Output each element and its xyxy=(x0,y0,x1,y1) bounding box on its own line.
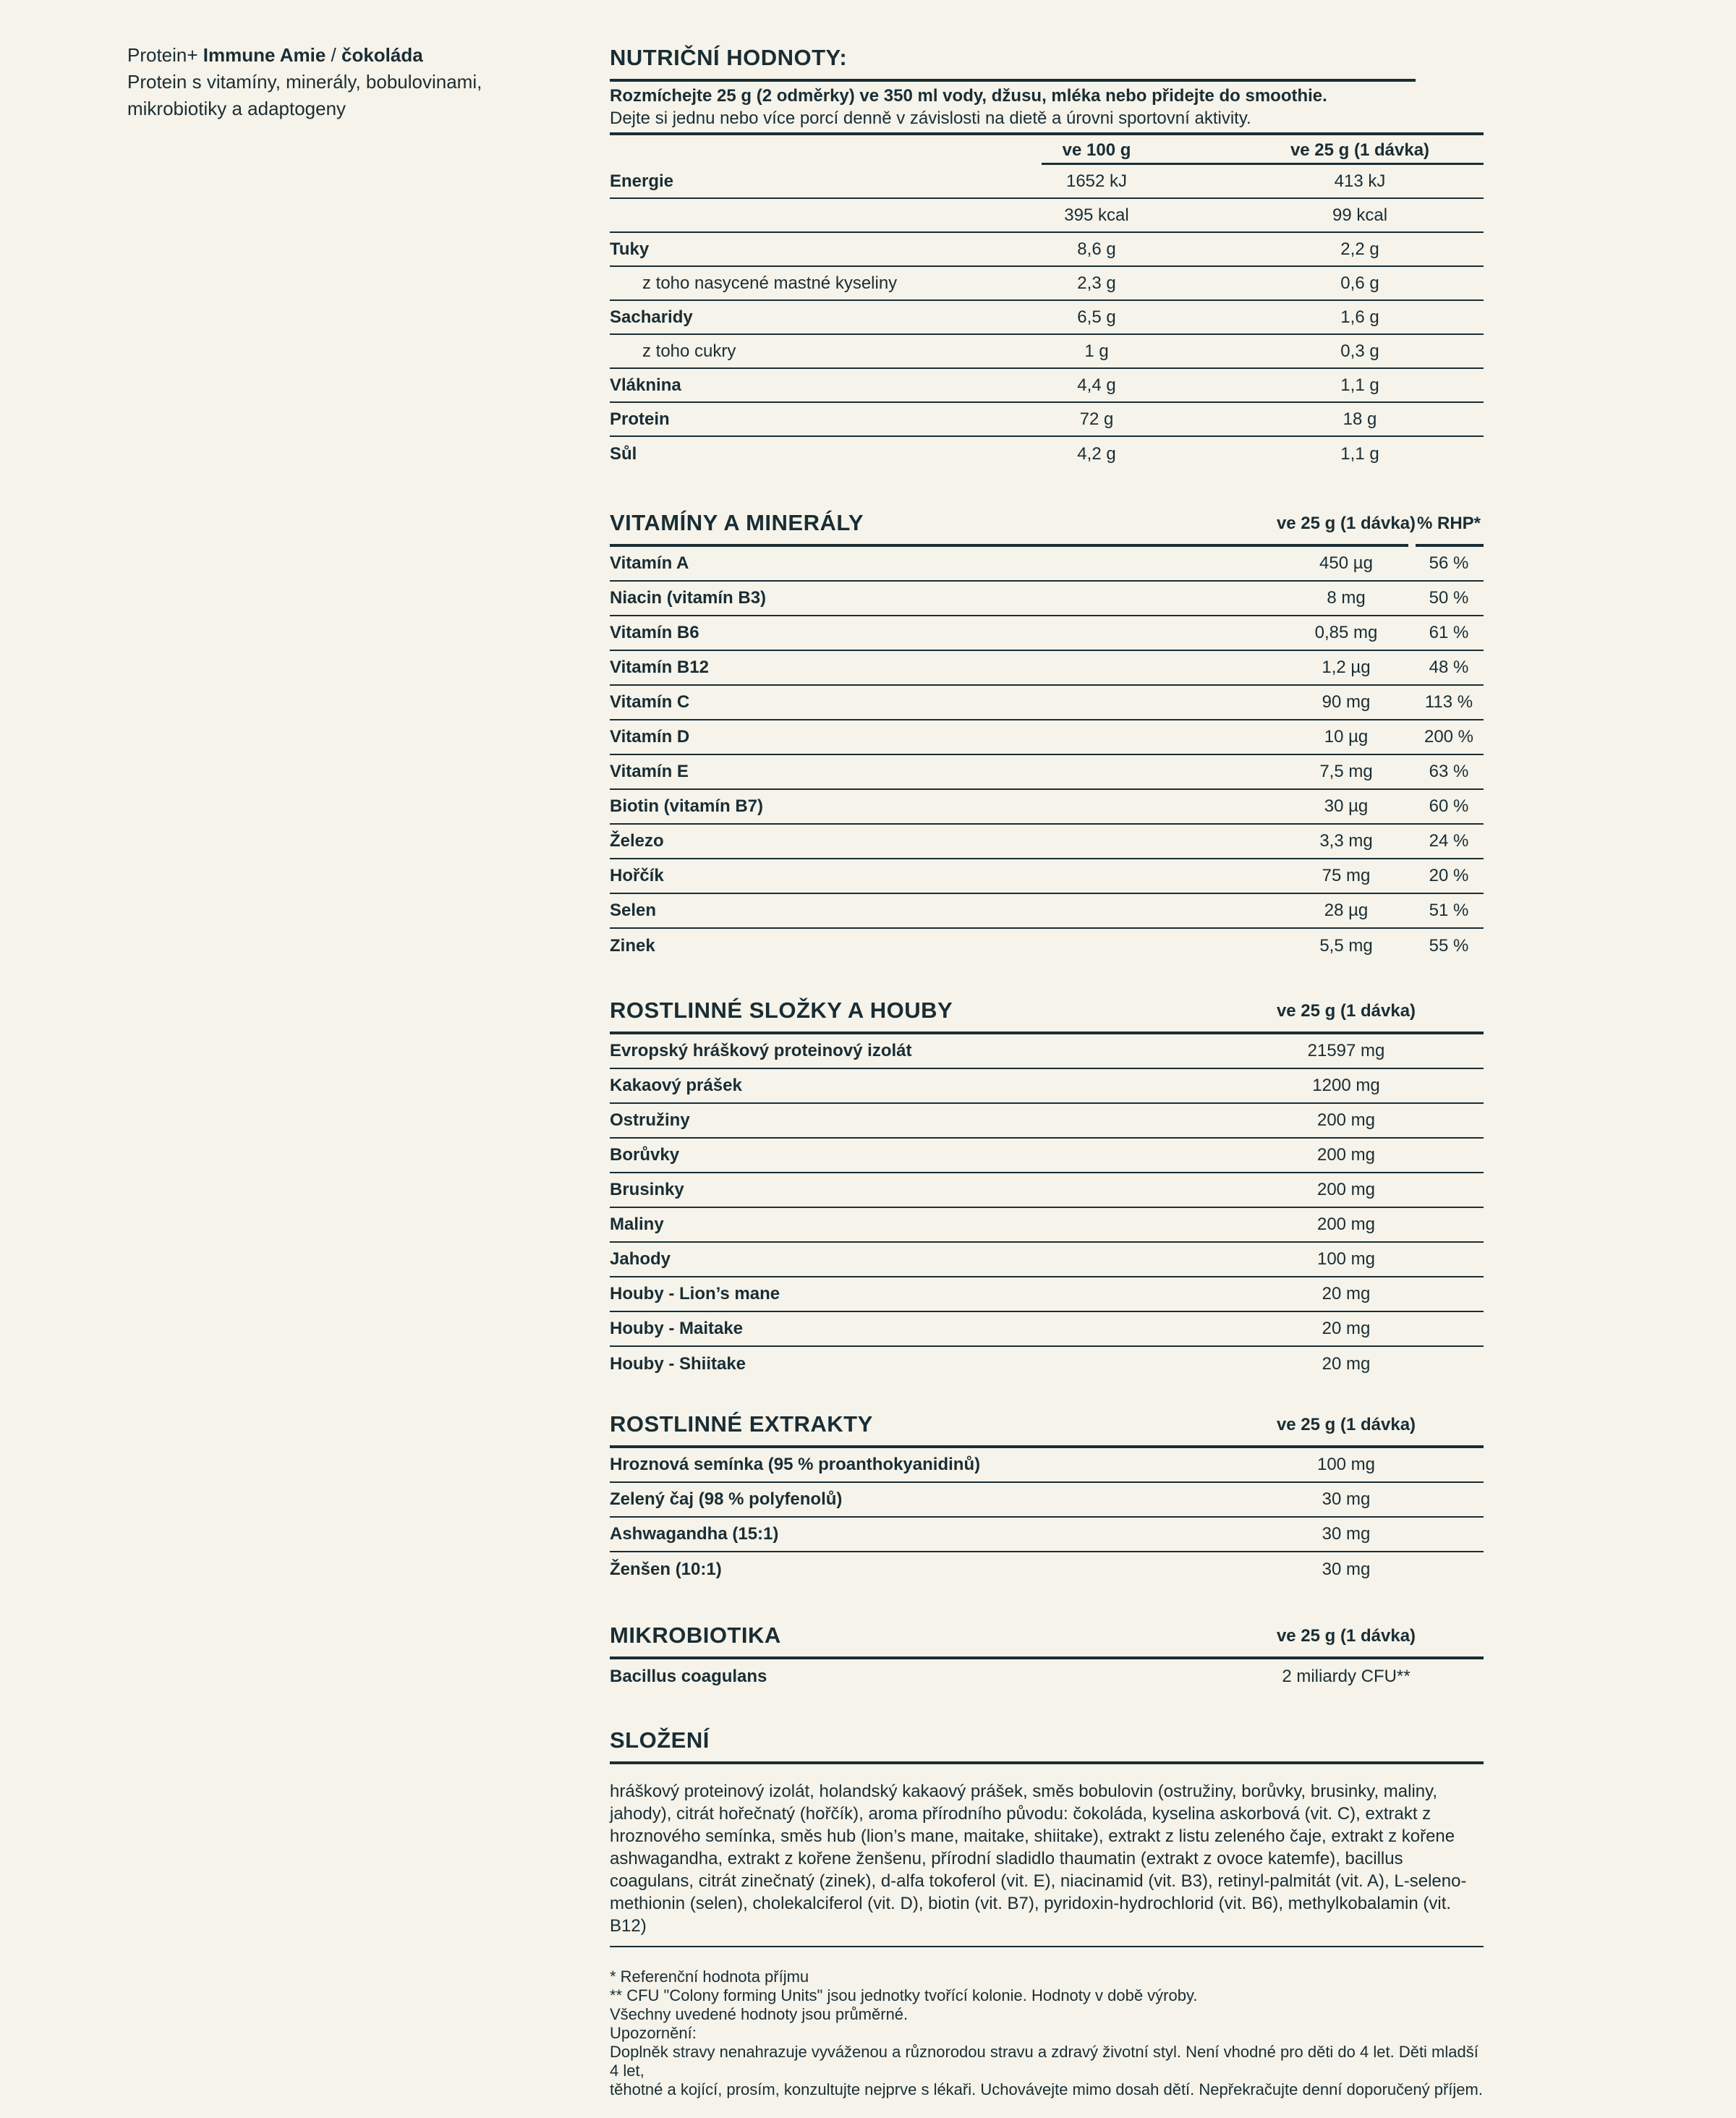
extracts-table xyxy=(610,1448,1484,1587)
extract-amount: 30 mg xyxy=(1322,1524,1371,1544)
column-header-per-25g: ve 25 g (1 dávka) xyxy=(1276,1626,1416,1646)
nutrient-value-per-100g: 1652 kJ xyxy=(1065,171,1128,191)
extract-label: Zelený čaj (98 % polyfenolů) xyxy=(610,1489,843,1509)
nutrient-value-per-25g: 1,6 g xyxy=(1340,307,1379,327)
section-nutrition-values xyxy=(610,45,1484,471)
vitamin-rhp-percent: 48 % xyxy=(1429,658,1469,677)
extract-label: Ženšen (10:1) xyxy=(610,1560,722,1579)
nutrient-value-per-100g: 4,2 g xyxy=(1077,443,1116,464)
nutrient-value-per-25g: 1,1 g xyxy=(1340,443,1379,464)
botanical-amount: 200 mg xyxy=(1316,1145,1376,1165)
nutrient-label: Sacharidy xyxy=(610,307,693,327)
botanical-label: Brusinky xyxy=(610,1180,684,1199)
vitamin-rhp-percent: 50 % xyxy=(1429,588,1469,608)
nutrient-label: Tuky xyxy=(610,239,650,259)
footnote-line: Doplněk stravy nenahrazuje vyváženou a různorodou stravu a zdravý životní styl. Není vhodné pro děti do 4 let. Děti mladší 4 let, xyxy=(610,2043,1478,2080)
botanical-label: Ostružiny xyxy=(610,1110,690,1130)
botanical-row xyxy=(610,1277,1484,1312)
vitamin-rhp-percent: 56 % xyxy=(1429,553,1469,573)
extract-amount: 100 mg xyxy=(1316,1455,1376,1474)
extract-row xyxy=(610,1448,1484,1483)
vitamin-amount: 10 µg xyxy=(1324,727,1369,747)
product-title-separator: / xyxy=(326,44,341,66)
ingredients-heading: SLOŽENÍ xyxy=(610,1727,710,1753)
section-vitamins-minerals xyxy=(610,510,1484,964)
vitamins-table xyxy=(610,547,1484,964)
vitamin-label: Biotin (vitamín B7) xyxy=(610,796,764,816)
footnote-line: * Referenční hodnota příjmu xyxy=(610,1968,809,1986)
nutrient-value-per-25g: 2,2 g xyxy=(1340,239,1379,259)
botanical-amount: 20 mg xyxy=(1322,1319,1371,1338)
extract-row xyxy=(610,1483,1484,1518)
extracts-heading: ROSTLINNÉ EXTRAKTY xyxy=(610,1411,873,1437)
botanical-amount: 200 mg xyxy=(1316,1110,1376,1130)
vitamin-amount: 3,3 mg xyxy=(1319,831,1373,851)
nutrient-value-per-100g: 2,3 g xyxy=(1077,273,1116,293)
nutrition-heading: NUTRIČNÍ HODNOTY: xyxy=(610,45,848,70)
product-header xyxy=(127,42,482,122)
botanical-label: Houby - Maitake xyxy=(610,1319,744,1338)
nutrient-value-per-100g: 4,4 g xyxy=(1077,375,1116,395)
product-subtitle-line2: mikrobiotiky a adaptogeny xyxy=(127,98,346,119)
microbiotics-heading-block xyxy=(610,1622,1484,1659)
footnote-line: těhotné a kojící, prosím, konzultujte nejprve s lékaři. Uchovávejte mimo dosah dětí. Nepřekračujte denní doporučený příjem. xyxy=(610,2080,1483,2098)
nutrition-row xyxy=(610,233,1484,267)
column-header-per-25g: ve 25 g (1 dávka) xyxy=(1290,140,1430,160)
vitamin-amount: 8 mg xyxy=(1327,588,1366,608)
microbiotic-row xyxy=(610,1659,1484,1694)
vitamin-amount: 5,5 mg xyxy=(1319,936,1373,956)
vitamin-row xyxy=(610,547,1484,582)
section-botanicals-mushrooms xyxy=(610,998,1484,1382)
nutrient-value-per-25g: 413 kJ xyxy=(1334,171,1386,191)
nutrient-label: Energie xyxy=(610,171,674,191)
microbiotics-heading: MIKROBIOTIKA xyxy=(610,1622,781,1648)
vitamin-amount: 28 µg xyxy=(1324,901,1369,920)
nutrient-value-per-100g: 395 kcal xyxy=(1064,205,1129,225)
nutrient-value-per-25g: 1,1 g xyxy=(1340,375,1379,395)
vitamin-rhp-percent: 51 % xyxy=(1429,901,1469,920)
vitamin-row xyxy=(610,686,1484,720)
vitamin-row xyxy=(610,825,1484,859)
nutrition-column-headers xyxy=(610,135,1484,165)
botanical-amount: 100 mg xyxy=(1316,1249,1376,1269)
vitamin-rhp-percent: 24 % xyxy=(1429,831,1469,851)
nutrition-content xyxy=(610,45,1484,2099)
vitamin-rhp-percent: 113 % xyxy=(1424,692,1473,712)
botanical-label: Jahody xyxy=(610,1249,671,1269)
ingredients-text: hráškový proteinový izolát, holandský kakaový prášek, směs bobulovin (ostružiny, borůvky, brusinky, maliny, jahody), citrát hořečnatý (hořčík), aroma přírodního původu: čokoláda, kyselina askorbová (vit. C), extrakt z hroznového semínka, směs hub (lion’s mane, maitake, shiitake), extrakt z listu zeleného čaje, extrakt z kořene ashwagandha, extrakt z kořene ženšenu, přírodní sladidlo thaumatin (extrakt z ovoce katemfe), bacillus coagulans, citrát zinečnatý (zinek), d-alfa tokoferol (vit. E), niacinamid (vit. B3), retinyl-palmitát (vit. A), L-seleno-methionin (selen), cholekalciferol (vit. D), biotin (vit. B7), pyridoxin-hydrochlorid (vit. B6), methylkobalamin (vit. B12) xyxy=(610,1780,1484,1947)
nutrition-row xyxy=(610,437,1484,471)
nutrition-row xyxy=(610,301,1484,335)
botanical-label: Houby - Lion’s mane xyxy=(610,1284,780,1303)
section-plant-extracts xyxy=(610,1411,1484,1587)
vitamin-rhp-percent: 200 % xyxy=(1424,727,1474,747)
vitamin-label: Vitamín E xyxy=(610,762,689,781)
botanical-row xyxy=(610,1312,1484,1347)
vitamin-label: Hořčík xyxy=(610,866,664,885)
vitamin-label: Niacin (vitamín B3) xyxy=(610,588,767,608)
vitamin-label: Vitamín A xyxy=(610,553,689,573)
nutrient-label: z toho cukry xyxy=(642,341,736,361)
nutrition-heading-block xyxy=(610,45,1416,82)
nutrient-value-per-25g: 0,6 g xyxy=(1340,273,1379,293)
column-header-rhp: % RHP* xyxy=(1416,514,1481,533)
vitamin-row xyxy=(610,582,1484,616)
nutrition-row xyxy=(610,267,1484,301)
nutrient-label: Sůl xyxy=(610,443,637,464)
vitamins-heading: VITAMÍNY A MINERÁLY xyxy=(610,510,864,535)
botanical-amount: 200 mg xyxy=(1316,1215,1376,1234)
botanicals-table xyxy=(610,1034,1484,1382)
column-header-per-25g: ve 25 g (1 dávka) xyxy=(1276,1415,1416,1434)
footnote-line: ** CFU "Colony forming Units" jsou jednotky tvořící kolonie. Hodnoty v době výroby. xyxy=(610,1986,1198,2004)
product-title-name: Immune Amie xyxy=(203,44,326,66)
product-subtitle-line1: Protein s vitamíny, minerály, bobulovinami, xyxy=(127,71,482,93)
vitamin-label: Selen xyxy=(610,901,657,920)
footnote-line: Upozornění: xyxy=(610,2024,697,2042)
extract-label: Ashwagandha (15:1) xyxy=(610,1524,779,1544)
vitamin-amount: 7,5 mg xyxy=(1319,762,1373,781)
vitamin-row xyxy=(610,790,1484,825)
extract-amount: 30 mg xyxy=(1322,1560,1371,1579)
vitamin-amount: 1,2 µg xyxy=(1322,658,1371,677)
usage-instructions xyxy=(610,82,1484,135)
nutrient-label: z toho nasycené mastné kyseliny xyxy=(642,273,898,293)
nutrient-value-per-25g: 99 kcal xyxy=(1332,205,1388,225)
section-microbiotics xyxy=(610,1622,1484,1694)
vitamin-rhp-percent: 60 % xyxy=(1429,796,1469,816)
extract-amount: 30 mg xyxy=(1322,1489,1371,1509)
vitamin-rhp-percent: 20 % xyxy=(1429,866,1469,885)
botanical-amount: 200 mg xyxy=(1316,1180,1376,1199)
vitamin-label: Zinek xyxy=(610,936,655,956)
product-title xyxy=(127,42,482,69)
product-title-flavor: čokoláda xyxy=(341,44,423,66)
vitamin-amount: 30 µg xyxy=(1324,796,1369,816)
vitamin-row xyxy=(610,929,1484,964)
botanical-amount: 20 mg xyxy=(1322,1354,1371,1374)
botanical-label: Houby - Shiitake xyxy=(610,1354,746,1374)
nutrition-row xyxy=(610,335,1484,369)
vitamin-amount: 75 mg xyxy=(1322,866,1371,885)
botanical-label: Evropský hráškový proteinový izolát xyxy=(610,1041,912,1060)
vitamin-label: Vitamín B12 xyxy=(610,658,709,677)
botanical-row xyxy=(610,1104,1484,1139)
microbiotic-label: Bacillus coagulans xyxy=(610,1667,767,1686)
nutrition-row xyxy=(610,369,1484,403)
extracts-heading-block xyxy=(610,1411,1484,1448)
nutrient-label: Protein xyxy=(610,409,670,429)
extract-row xyxy=(610,1552,1484,1587)
vitamin-rhp-percent: 61 % xyxy=(1429,623,1469,642)
footnotes xyxy=(610,1968,1484,2099)
usage-instructions-bold: Rozmíchejte 25 g (2 odměrky) ve 350 ml vody, džusu, mléka nebo přidejte do smoothie. xyxy=(610,86,1327,106)
nutrient-label: Vláknina xyxy=(610,375,681,395)
vitamin-label: Vitamín B6 xyxy=(610,623,699,642)
vitamin-label: Železo xyxy=(610,831,664,851)
vitamin-label: Vitamín D xyxy=(610,727,690,747)
botanical-amount: 21597 mg xyxy=(1307,1041,1385,1060)
botanicals-heading-block xyxy=(610,998,1484,1034)
vitamin-row xyxy=(610,859,1484,894)
usage-instructions-regular: Dejte si jednu nebo více porcí denně v závislosti na dietě a úrovni sportovní aktivity. xyxy=(610,109,1251,128)
nutrient-value-per-25g: 18 g xyxy=(1343,409,1377,429)
nutrition-row xyxy=(610,199,1484,233)
ingredients-heading-block xyxy=(610,1727,1484,1764)
vitamin-row xyxy=(610,894,1484,929)
botanical-amount: 1200 mg xyxy=(1312,1076,1380,1095)
botanical-label: Kakaový prášek xyxy=(610,1076,742,1095)
nutrient-value-per-100g: 1 g xyxy=(1084,341,1109,361)
vitamin-row xyxy=(610,651,1484,686)
footnote-line: Všechny uvedené hodnoty jsou průměrné. xyxy=(610,2005,909,2023)
botanical-amount: 20 mg xyxy=(1322,1284,1371,1303)
botanical-row xyxy=(610,1034,1484,1069)
vitamin-amount: 450 µg xyxy=(1319,553,1373,573)
nutrient-value-per-100g: 8,6 g xyxy=(1077,239,1116,259)
vitamin-row xyxy=(610,616,1484,651)
botanical-row xyxy=(610,1208,1484,1243)
nutrition-row xyxy=(610,165,1484,199)
microbiotic-amount: 2 miliardy CFU** xyxy=(1282,1667,1410,1686)
extract-row xyxy=(610,1518,1484,1552)
nutrient-value-per-25g: 0,3 g xyxy=(1340,341,1379,361)
section-ingredients xyxy=(610,1727,1484,1947)
botanical-row xyxy=(610,1243,1484,1277)
column-header-per-100g: ve 100 g xyxy=(1062,140,1131,160)
vitamin-rhp-percent: 55 % xyxy=(1429,936,1469,956)
vitamin-row xyxy=(610,720,1484,755)
botanical-row xyxy=(610,1069,1484,1104)
column-header-per-25g: ve 25 g (1 dávka) xyxy=(1276,1001,1416,1021)
column-header-per-25g: ve 25 g (1 dávka) xyxy=(1276,514,1416,533)
botanical-row xyxy=(610,1347,1484,1382)
vitamin-label: Vitamín C xyxy=(610,692,690,712)
botanicals-heading: ROSTLINNÉ SLOŽKY A HOUBY xyxy=(610,998,953,1023)
vitamin-rhp-percent: 63 % xyxy=(1429,762,1469,781)
botanical-row xyxy=(610,1139,1484,1173)
vitamin-amount: 90 mg xyxy=(1322,692,1371,712)
botanical-row xyxy=(610,1173,1484,1208)
nutrient-value-per-100g: 6,5 g xyxy=(1077,307,1116,327)
vitamin-amount: 0,85 mg xyxy=(1314,623,1378,642)
nutrition-table xyxy=(610,165,1484,471)
nutrient-value-per-100g: 72 g xyxy=(1079,409,1114,429)
extract-label: Hroznová semínka (95 % proanthokyanidinů) xyxy=(610,1455,981,1474)
vitamins-heading-block xyxy=(610,510,1484,547)
product-title-prefix: Protein+ xyxy=(127,44,203,66)
microbiotics-table xyxy=(610,1659,1484,1694)
vitamin-row xyxy=(610,755,1484,790)
botanical-label: Maliny xyxy=(610,1215,664,1234)
nutrition-row xyxy=(610,403,1484,437)
botanical-label: Borůvky xyxy=(610,1145,680,1165)
